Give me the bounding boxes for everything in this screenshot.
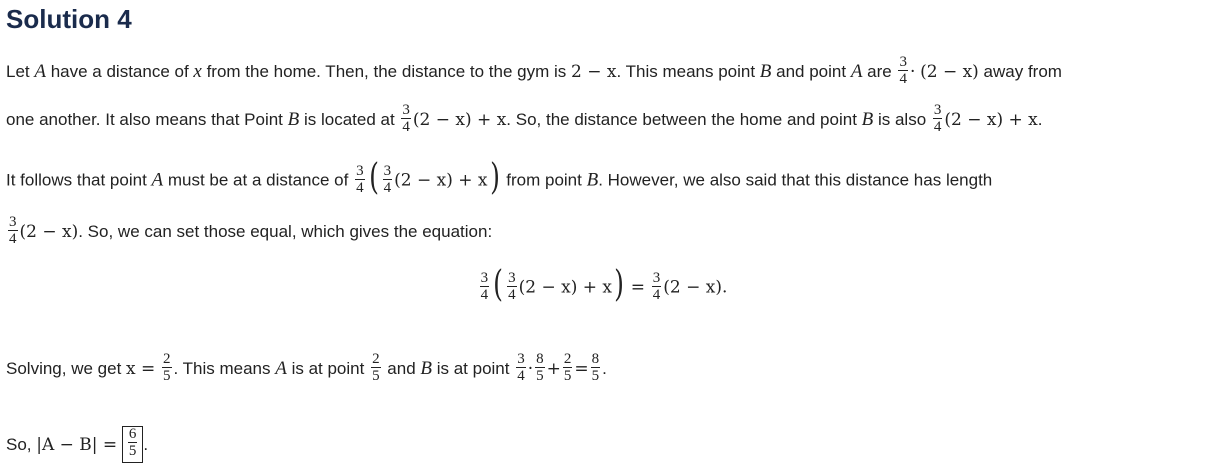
fraction-numerator: 6 (128, 426, 137, 442)
text-segment: . (143, 434, 149, 454)
text-segment: . So, the distance between the home and point (506, 109, 862, 129)
fraction-denominator: 4 (480, 286, 489, 303)
fraction-numerator: 2 (163, 351, 171, 367)
fraction-numerator: 3 (356, 162, 364, 179)
fraction-three-quarters (516, 351, 526, 384)
fraction-three-quarters (507, 270, 517, 303)
fraction-eight-fifths (591, 351, 601, 384)
fraction-denominator: 4 (517, 368, 525, 384)
fraction-numerator: 3 (402, 102, 410, 118)
left-paren-large: ( (368, 157, 379, 198)
math-operator: = (574, 358, 589, 379)
fraction-numerator: 2 (372, 351, 380, 367)
math-operator: · (527, 358, 534, 379)
math-variable-A: A (275, 357, 287, 379)
fraction-two-fifths (563, 351, 573, 384)
text-segment: have a distance of (45, 61, 194, 81)
fraction-three-quarters (355, 163, 365, 196)
fraction-two-fifths (371, 351, 381, 384)
paragraph-line-5 (6, 353, 607, 386)
fraction-denominator: 5 (563, 368, 572, 384)
fraction-numerator: 3 (652, 269, 661, 286)
math-variable-A: A (850, 60, 863, 82)
fraction-six-fifths (128, 426, 138, 459)
fraction-numerator: 8 (536, 351, 544, 367)
math-variable-B: B (420, 357, 432, 379)
math-variable-A: A (34, 60, 46, 82)
math-variable-B: B (861, 108, 874, 130)
fraction-numerator: 2 (563, 351, 572, 367)
text-segment: Solving, we get (6, 358, 127, 378)
math-expression: (2 − x) + x (518, 277, 612, 298)
fraction-three-quarters (401, 102, 411, 135)
fraction-denominator: 4 (933, 119, 942, 135)
fraction-three-quarters (933, 102, 943, 135)
text-segment: It follows that point (6, 170, 152, 190)
math-expression: (2 − x). (663, 277, 728, 298)
math-variable-B: B (586, 169, 599, 191)
text-segment: and (382, 358, 421, 378)
math-expression: x = (126, 358, 156, 379)
text-segment: must be at a distance of (163, 170, 354, 190)
fraction-denominator: 4 (508, 286, 516, 303)
text-segment: So, (6, 434, 37, 454)
text-segment: . However, we also said that this distance has length (598, 170, 993, 190)
fraction-denominator: 4 (652, 286, 661, 303)
paragraph-line-6 (6, 427, 148, 464)
right-paren-large: ) (489, 157, 500, 198)
fraction-three-quarters (480, 270, 490, 303)
fraction-numerator: 3 (383, 162, 392, 179)
text-segment: . (1037, 109, 1043, 129)
fraction-numerator: 8 (591, 351, 600, 367)
text-segment: from point (501, 170, 587, 190)
math-expression: (2 − x) + x (944, 109, 1038, 130)
fraction-denominator: 5 (591, 368, 600, 384)
fraction-two-fifths (162, 351, 172, 384)
fraction-numerator: 3 (899, 54, 907, 70)
display-equation (0, 264, 1205, 306)
fraction-three-quarters (383, 163, 393, 196)
fraction-numerator: 3 (480, 269, 489, 286)
text-segment: is at point (431, 358, 515, 378)
math-expression: (2 − x) + x (412, 109, 507, 130)
text-segment: is located at (299, 109, 400, 129)
fraction-denominator: 4 (9, 231, 17, 247)
text-segment: and point (771, 61, 851, 81)
paragraph-line-4 (6, 216, 492, 249)
text-segment: away from (978, 61, 1062, 81)
fraction-denominator: 4 (356, 179, 364, 196)
fraction-denominator: 5 (128, 443, 137, 459)
paragraph-line-3 (6, 157, 993, 199)
fraction-denominator: 5 (163, 368, 171, 384)
fraction-denominator: 4 (383, 179, 392, 196)
paragraph-line-2 (6, 104, 1042, 137)
text-segment: are (862, 61, 897, 81)
fraction-eight-fifths (535, 351, 545, 384)
left-paren-large: ( (493, 264, 504, 305)
fraction-denominator: 5 (372, 368, 380, 384)
math-operator: + (546, 358, 561, 379)
paragraph-line-1 (6, 56, 1062, 89)
math-variable-B: B (287, 108, 300, 130)
math-operator: = (630, 277, 646, 298)
math-expression: 2 − x (571, 61, 617, 82)
fraction-three-quarters (8, 214, 18, 247)
math-expression: (2 − x) (19, 221, 79, 242)
text-segment: one another. It also means that Point (6, 109, 288, 129)
boxed-answer (122, 426, 144, 463)
math-variable-x: x (193, 60, 202, 82)
text-segment: . This means point (616, 61, 760, 81)
right-paren-large: ) (614, 264, 624, 305)
math-expression: (2 − x) + x (394, 170, 488, 191)
fraction-denominator: 4 (402, 119, 410, 135)
fraction-three-quarters (652, 270, 662, 303)
fraction-numerator: 3 (508, 269, 516, 286)
fraction-denominator: 5 (536, 368, 544, 384)
text-segment: is also (873, 109, 931, 129)
fraction-numerator: 3 (517, 351, 525, 367)
text-segment: is at point (286, 358, 370, 378)
solution-heading: Solution 4 (6, 4, 132, 34)
math-operator: · (909, 61, 916, 82)
fraction-numerator: 3 (933, 102, 942, 118)
fraction-numerator: 3 (9, 214, 17, 230)
fraction-three-quarters (898, 54, 908, 87)
text-segment: Let (6, 61, 35, 81)
text-segment: . (602, 358, 607, 378)
math-variable-B: B (759, 60, 772, 82)
text-segment: from the home. Then, the distance to the gym is (201, 61, 571, 81)
math-expression: |A − B| = (36, 434, 118, 455)
text-segment: . So, we can set those equal, which gives the equation: (78, 221, 493, 241)
math-expression: (2 − x) (920, 61, 979, 82)
math-variable-A: A (151, 169, 164, 191)
text-segment: . This means (173, 358, 276, 378)
fraction-denominator: 4 (899, 71, 907, 87)
